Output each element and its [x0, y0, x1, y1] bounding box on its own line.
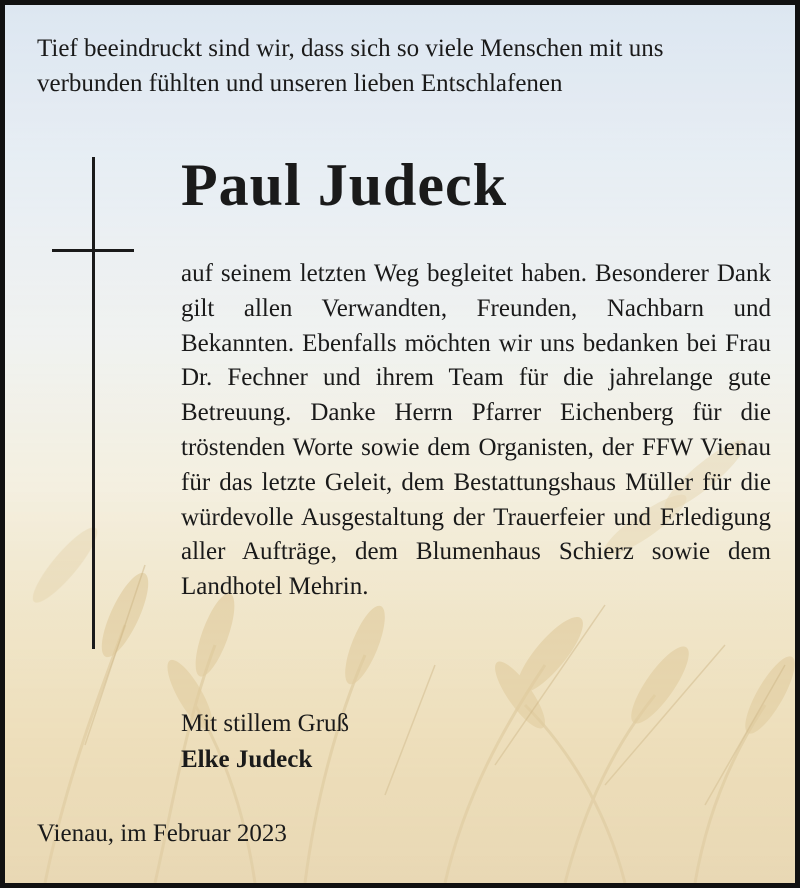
- deceased-name: Paul Judeck: [181, 152, 508, 218]
- cross-horizontal-bar: [52, 249, 134, 252]
- closing-greeting: Mit stillem Gruß: [181, 710, 350, 737]
- place-and-date: Vienau, im Februar 2023: [37, 820, 287, 847]
- intro-text: Tief beeindruckt sind wir, dass sich so viele Menschen mit uns verbunden fühlten und unseren lieben Entschlafenen: [37, 35, 664, 97]
- signer-name: Elke Judeck: [181, 746, 313, 773]
- cross-vertical-bar: [92, 157, 95, 649]
- cross-icon: [52, 157, 134, 649]
- thanks-text: auf seinem letzten Weg begleitet haben. Besonderer Dank gilt allen Verwandten, Freunden, Nachbarn und Bekannten. Ebenfalls möchten wir uns bedanken bei Frau Dr. Fechner und ihrem Team für die jahrelange gute Betreuung. Danke Herrn Pfarrer Eichenberg für die tröstenden Worte sowie dem Organisten, der FFW Vienau für das letzte Geleit, dem Bestattungshaus Müller für die würdevolle Ausgestaltung der Trauerfeier und Erledigung aller Aufträge, dem Blumenhaus Schierz sowie dem Landhotel Mehrin.: [181, 260, 771, 601]
